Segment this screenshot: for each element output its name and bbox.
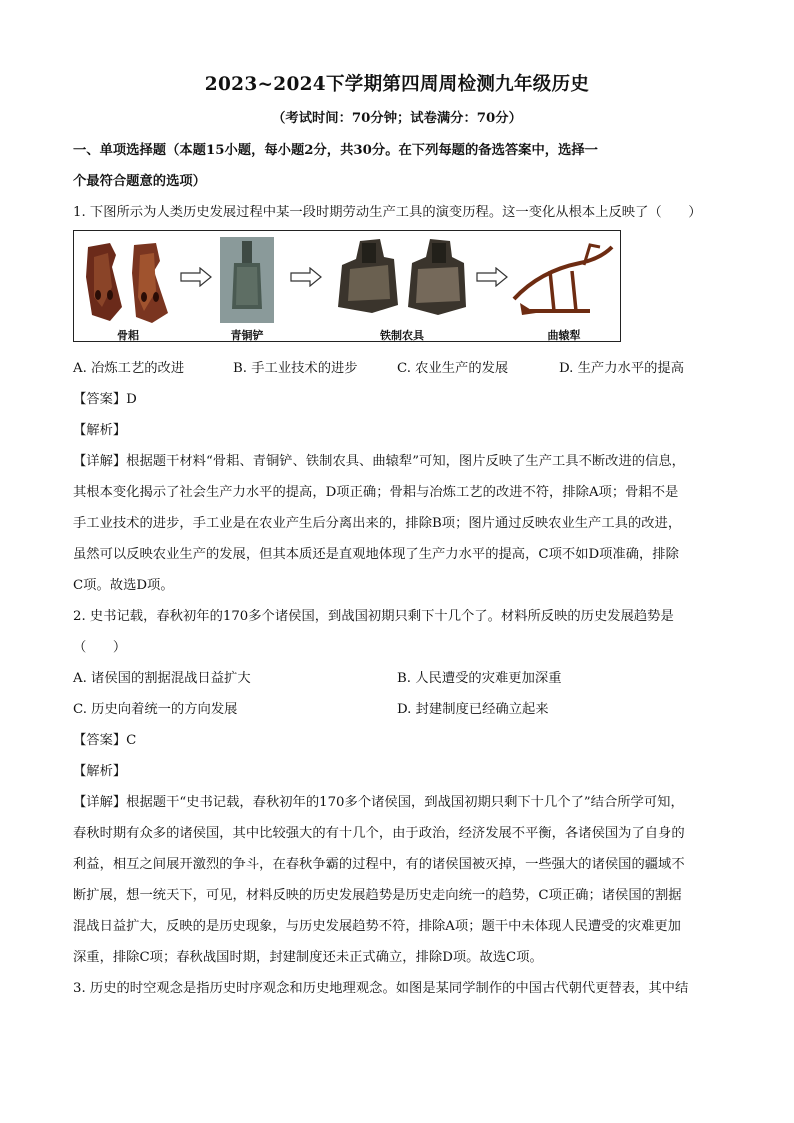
q1-option-d: D. 生产力水平的提高 xyxy=(559,361,685,376)
q1-detail-line: 虽然可以反映农业生产的发展，但其本质还是直观地体现了生产力水平的提高，C项不如D项准确，排除 xyxy=(73,547,679,562)
q2-answer: 【答案】C xyxy=(73,733,137,748)
q2-detail-line: 断扩展，想一统天下，可见，材料反映的历史发展趋势是历史走向统一的趋势，C项正确；诸侯国的割据 xyxy=(73,888,682,903)
iron-tools-image xyxy=(332,235,472,321)
q1-option-a: A. 冶炼工艺的改进 xyxy=(73,361,185,376)
q2-detail-line: 春秋时期有众多的诸侯国，其中比较强大的有十几个，由于政治，经济发展不平衡，各诸侯国为了自身的 xyxy=(73,826,685,841)
bone-si-image xyxy=(82,237,174,325)
q2-detail-line: 混战日益扩大，反映的是历史现象，与历史发展趋势不符，排除A项；题干中未体现人民遭受的灾难更加 xyxy=(73,919,681,934)
q1-option-b: B. 手工业技术的进步 xyxy=(233,361,358,376)
arrow-right-icon xyxy=(290,267,322,291)
q1-detail-line: 其根本变化揭示了社会生产力水平的提高，D项正确；骨耜与冶炼工艺的改进不符，排除A项；骨耜不是 xyxy=(73,485,679,500)
q2-option-b: B. 人民遭受的灾难更加深重 xyxy=(397,671,562,686)
q1-detail-line: 【详解】根据题干材料“骨耜、青铜铲、铁制农具、曲辕犁”可知，图片反映了生产工具不断改进的信息， xyxy=(73,454,685,469)
q1-stem: 1. 下图所示为人类历史发展过程中某一段时期劳动生产工具的演变历程。这一变化从根本上反映了（ ） xyxy=(73,205,702,220)
q1-analysis-label: 【解析】 xyxy=(73,423,127,438)
q1-answer: 【答案】D xyxy=(73,392,137,407)
q2-option-a: A. 诸侯国的割据混战日益扩大 xyxy=(73,671,251,686)
arrow-right-icon xyxy=(476,267,508,291)
caption-iron-tools: 铁制农具 xyxy=(380,329,424,342)
caption-bone-si: 骨耜 xyxy=(117,329,139,342)
q1-detail-line: 手工业技术的进步，手工业是在农业产生后分离出来的，排除B项；图片通过反映农业生产工具的改进， xyxy=(73,516,682,531)
caption-curved-plough: 曲辕犁 xyxy=(547,329,581,342)
curved-plough-image xyxy=(510,241,616,321)
q3-stem: 3. 历史的时空观念是指历史时序观念和历史地理观念。如图是某同学制作的中国古代朝代更替表，其中结 xyxy=(73,981,689,996)
q2-detail-line: 深重，排除C项；春秋战国时期，封建制度还未正式确立，排除D项。故选C项。 xyxy=(73,950,543,965)
tool-evolution-figure xyxy=(73,230,621,342)
q2-stem-line1: 2. 史书记载，春秋初年的170多个诸侯国，到战国初期只剩下十几个了。材料所反映的历史发展趋势是 xyxy=(73,609,674,624)
q2-option-d: D. 封建制度已经确立起来 xyxy=(397,702,549,717)
section-heading-line1: 一、单项选择题（本题15小题，每小题2分，共30分。在下列每题的备选答案中，选择一 xyxy=(73,143,598,158)
q2-analysis-label: 【解析】 xyxy=(73,764,127,779)
q2-stem-line2: （ ） xyxy=(73,640,127,655)
page-subtitle: （考试时间：70分钟；试卷满分：70分） xyxy=(272,111,522,126)
section-heading-line2: 个最符合题意的选项） xyxy=(73,174,206,189)
q1-detail-line: C项。故选D项。 xyxy=(73,578,174,593)
arrow-right-icon xyxy=(180,267,212,291)
bronze-spade-image xyxy=(220,237,274,323)
q2-detail-line: 【详解】根据题干“史书记载，春秋初年的170多个诸侯国，到战国初期只剩下十几个了”结合所学可知， xyxy=(73,795,684,810)
caption-bronze-spade: 青铜铲 xyxy=(230,329,264,342)
q2-detail-line: 利益，相互之间展开激烈的争斗，在春秋争霸的过程中，有的诸侯国被灭掉，一些强大的诸侯国的疆域不 xyxy=(73,857,685,872)
page-title: 2023~2024下学期第四周周检测九年级历史 xyxy=(204,74,590,95)
q2-option-c: C. 历史向着统一的方向发展 xyxy=(73,702,238,717)
q1-option-c: C. 农业生产的发展 xyxy=(397,361,509,376)
